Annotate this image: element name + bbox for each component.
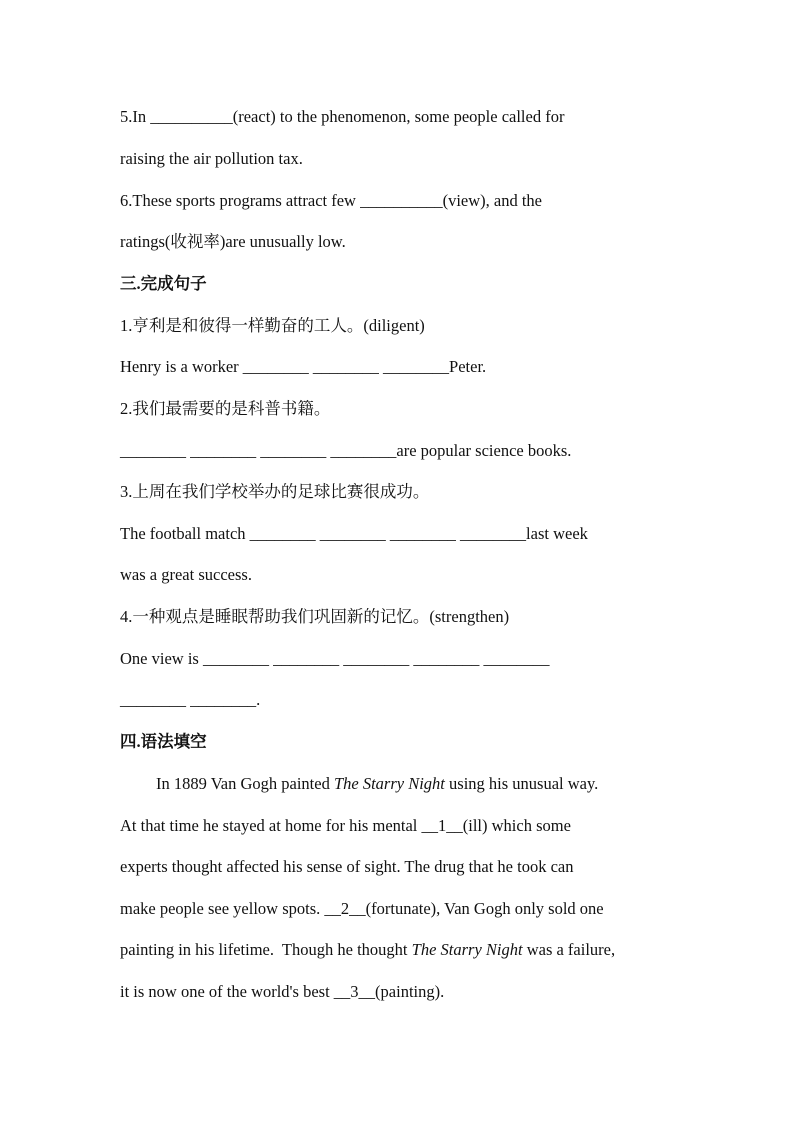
passage-text: (ill) which some — [462, 816, 571, 835]
passage-text: make people see yellow spots. — [120, 899, 325, 918]
passage-text: was a failure, — [522, 940, 616, 959]
passage-text: In 1889 Van Gogh painted — [156, 774, 334, 793]
question-5-line-2: raising the air pollution tax. — [120, 149, 303, 168]
painting-title: The Starry Night — [333, 774, 445, 793]
passage-line-3: experts thought affected his sense of sight. The drug that he took can — [120, 857, 574, 876]
passage-text: At that time he stayed at home for his mental — [120, 816, 422, 835]
passage-text: painting in his lifetime. Though he thought — [120, 940, 412, 959]
question-6-line-2: ratings(收视率)are unusually low. — [120, 232, 346, 251]
sentence-2-answer: ________ ________ ________ ________are popular science books. — [120, 441, 572, 460]
sentence-2-prompt: 2.我们最需要的是科普书籍。 — [120, 399, 331, 418]
passage-line-6 — [120, 981, 444, 1003]
question-5-line-1: 5.In __________(react) to the phenomenon, some people called for — [120, 107, 565, 126]
sentence-4-answer-line-1: One view is ________ ________ ________ ________ ________ — [120, 649, 550, 668]
painting-title: The Starry Night — [411, 940, 523, 959]
passage-line-4 — [120, 898, 604, 920]
section-4-heading: 四.语法填空 — [120, 732, 207, 751]
passage-text: (painting). — [375, 982, 445, 1001]
passage-line-5 — [120, 939, 615, 961]
section-3-heading: 三.完成句子 — [120, 274, 207, 293]
blank-1: __1__ — [421, 816, 463, 835]
sentence-4-answer-line-2: ________ ________. — [120, 690, 261, 709]
blank-3: __3__ — [333, 982, 376, 1001]
passage-text: using his unusual way. — [444, 774, 599, 793]
question-6-line-1: 6.These sports programs attract few __________(view), and the — [120, 191, 543, 210]
sentence-3-answer-line-1: The football match ________ ________ ________ ________last week — [120, 524, 588, 543]
sentence-1-answer: Henry is a worker ________ ________ ________Peter. — [120, 357, 487, 376]
blank-2: __2__ — [324, 899, 366, 918]
sentence-4-prompt: 4.一种观点是睡眠帮助我们巩固新的记忆。(strengthen) — [120, 607, 510, 626]
sentence-3-prompt: 3.上周在我们学校举办的足球比赛很成功。 — [120, 482, 430, 501]
passage-text: it is now one of the world's best — [120, 982, 334, 1001]
passage-text: (fortunate), Van Gogh only sold one — [365, 899, 604, 918]
passage-line-2 — [120, 815, 571, 837]
sentence-3-answer-line-2: was a great success. — [120, 565, 252, 584]
passage-line-1 — [156, 773, 598, 795]
sentence-1-prompt: 1.亨利是和彼得一样勤奋的工人。(diligent) — [120, 316, 425, 335]
